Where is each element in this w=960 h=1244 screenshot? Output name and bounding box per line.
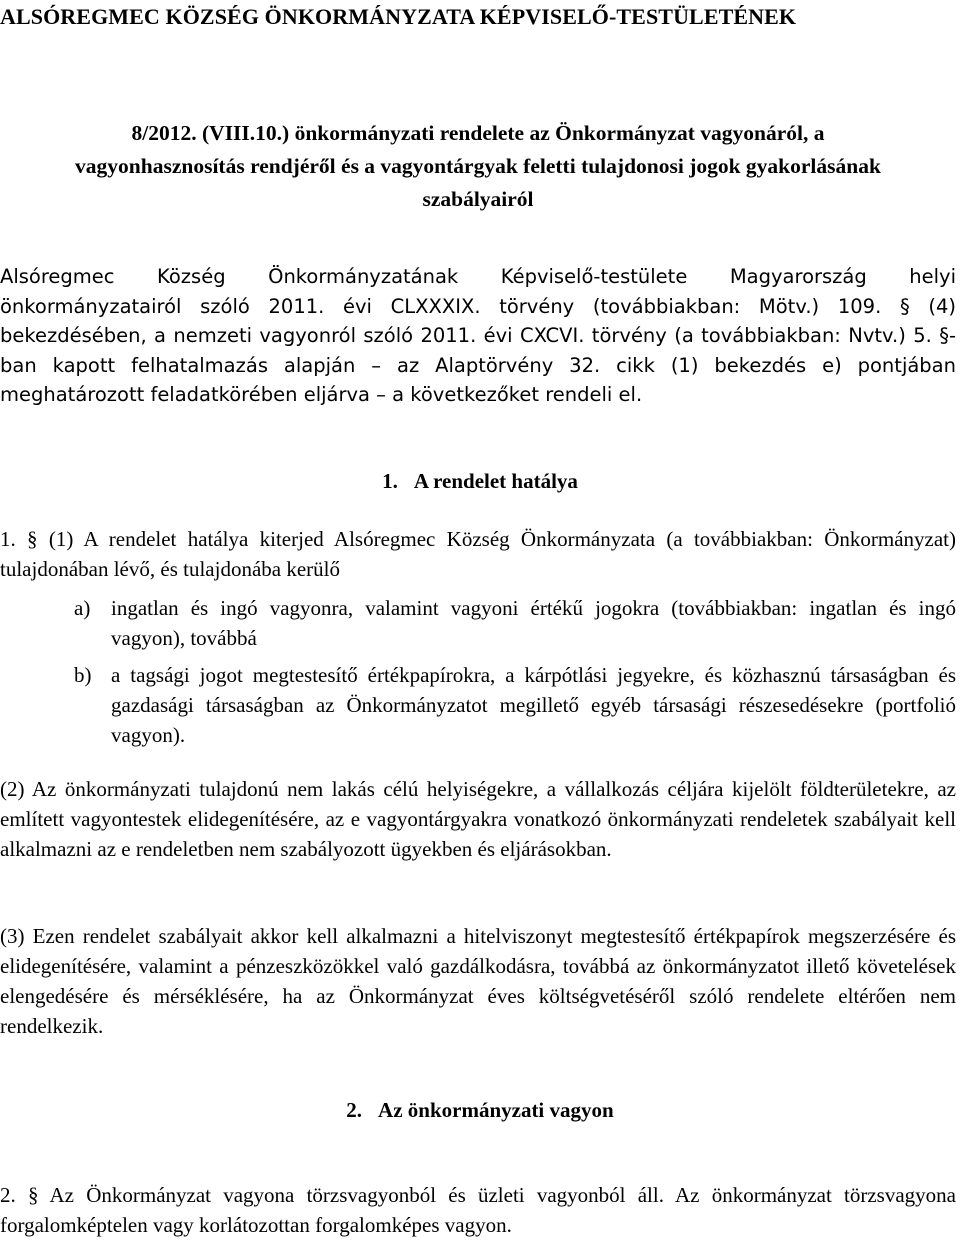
section-1-paragraph-3: (3) Ezen rendelet szabályait akkor kell alkalmazni a hitelviszonyt megtestesítő értékpapírok megszerzésére és elidegenítésére, valamint a pénzeszközökkel való gazdálkodásra, továbbá az önkormányzatot illető követelések elengedésére és mérséklésére, ha az Önkormányzat éves költségvetéséről szóló rendelete eltérően nem rendelkezik. xyxy=(0,924,956,1038)
section-2-paragraph-1: 2. § Az Önkormányzat vagyona törzsvagyonból és üzleti vagyonból áll. Az önkormányzat törzsvagyona forgalomképtelen vagy korlátozottan forgalomképes vagyon. xyxy=(0,1183,956,1237)
decree-title-line-1: 8/2012. (VIII.10.) önkormányzati rendelete az Önkormányzat vagyonáról, a xyxy=(131,121,825,145)
decree-title xyxy=(0,117,956,216)
section-1-paragraph-1: 1. § (1) A rendelet hatálya kiterjed Alsóregmec Község Önkormányzata (a továbbiakban: Önkormányzat) tulajdonában lévő, és tulajdonába kerülő xyxy=(0,527,956,581)
list-item-b xyxy=(0,660,956,750)
list-text-b: a tagsági jogot megtestesítő értékpapírokra, a kárpótlási jegyekre, és közhasznú társaságban és gazdasági társaságban az Önkormányzatot megillető egyéb társasági részesedésekre (portfolió vagyon). xyxy=(111,663,956,747)
list-marker-a: a) xyxy=(74,596,91,620)
list-item-a xyxy=(0,593,956,653)
council-title: ALSÓREGMEC KÖZSÉG ÖNKORMÁNYZATA KÉPVISELŐ-TESTÜLETÉNEK xyxy=(0,4,797,29)
section-2-number: 2. xyxy=(346,1098,363,1122)
section-1-title: A rendelet hatálya xyxy=(413,469,578,493)
list-text-a: ingatlan és ingó vagyonra, valamint vagyoni értékű jogokra (továbbiakban: ingatlan és ingó vagyon), továbbá xyxy=(111,596,956,650)
section-2-title: Az önkormányzati vagyon xyxy=(378,1098,614,1122)
preamble-paragraph: Alsóregmec Község Önkormányzatának Képviselő-testülete Magyarország helyi önkormányzatairól szóló 2011. évi CLXXXIX. törvény (továbbiakban: Mötv.) 109. § (4) bekezdésében, a nemzeti vagyonról szóló 2011. évi CXCVI. törvény (a továbbiakban: Nvtv.) 5. §-ban kapott felhatalmazás alapján – az Alaptörvény 32. cikk (1) bekezdés e) pontjában meghatározott feladatkörében eljárva – a következőket rendeli el. xyxy=(0,265,956,406)
list-marker-b: b) xyxy=(74,663,92,687)
section-1-heading xyxy=(0,467,960,495)
decree-title-line-3: szabályairól xyxy=(422,187,534,211)
section-1-paragraph-2: (2) Az önkormányzati tulajdonú nem lakás célú helyiségekre, a vállalkozás céljára kijelölt földterületekre, az említett vagyontestek elidegenítésére, az e vagyontárgyakra vonatkozó önkormányzati rendeletek szabályait kell alkalmazni az e rendeletben nem szabályozott ügyekben és eljárásokban. xyxy=(0,777,956,861)
section-1-number: 1. xyxy=(382,469,398,493)
decree-title-line-2: vagyonhasznosítás rendjéről és a vagyontárgyak feletti tulajdonosi jogok gyakorlásának xyxy=(75,154,881,178)
section-2-heading xyxy=(0,1096,960,1124)
